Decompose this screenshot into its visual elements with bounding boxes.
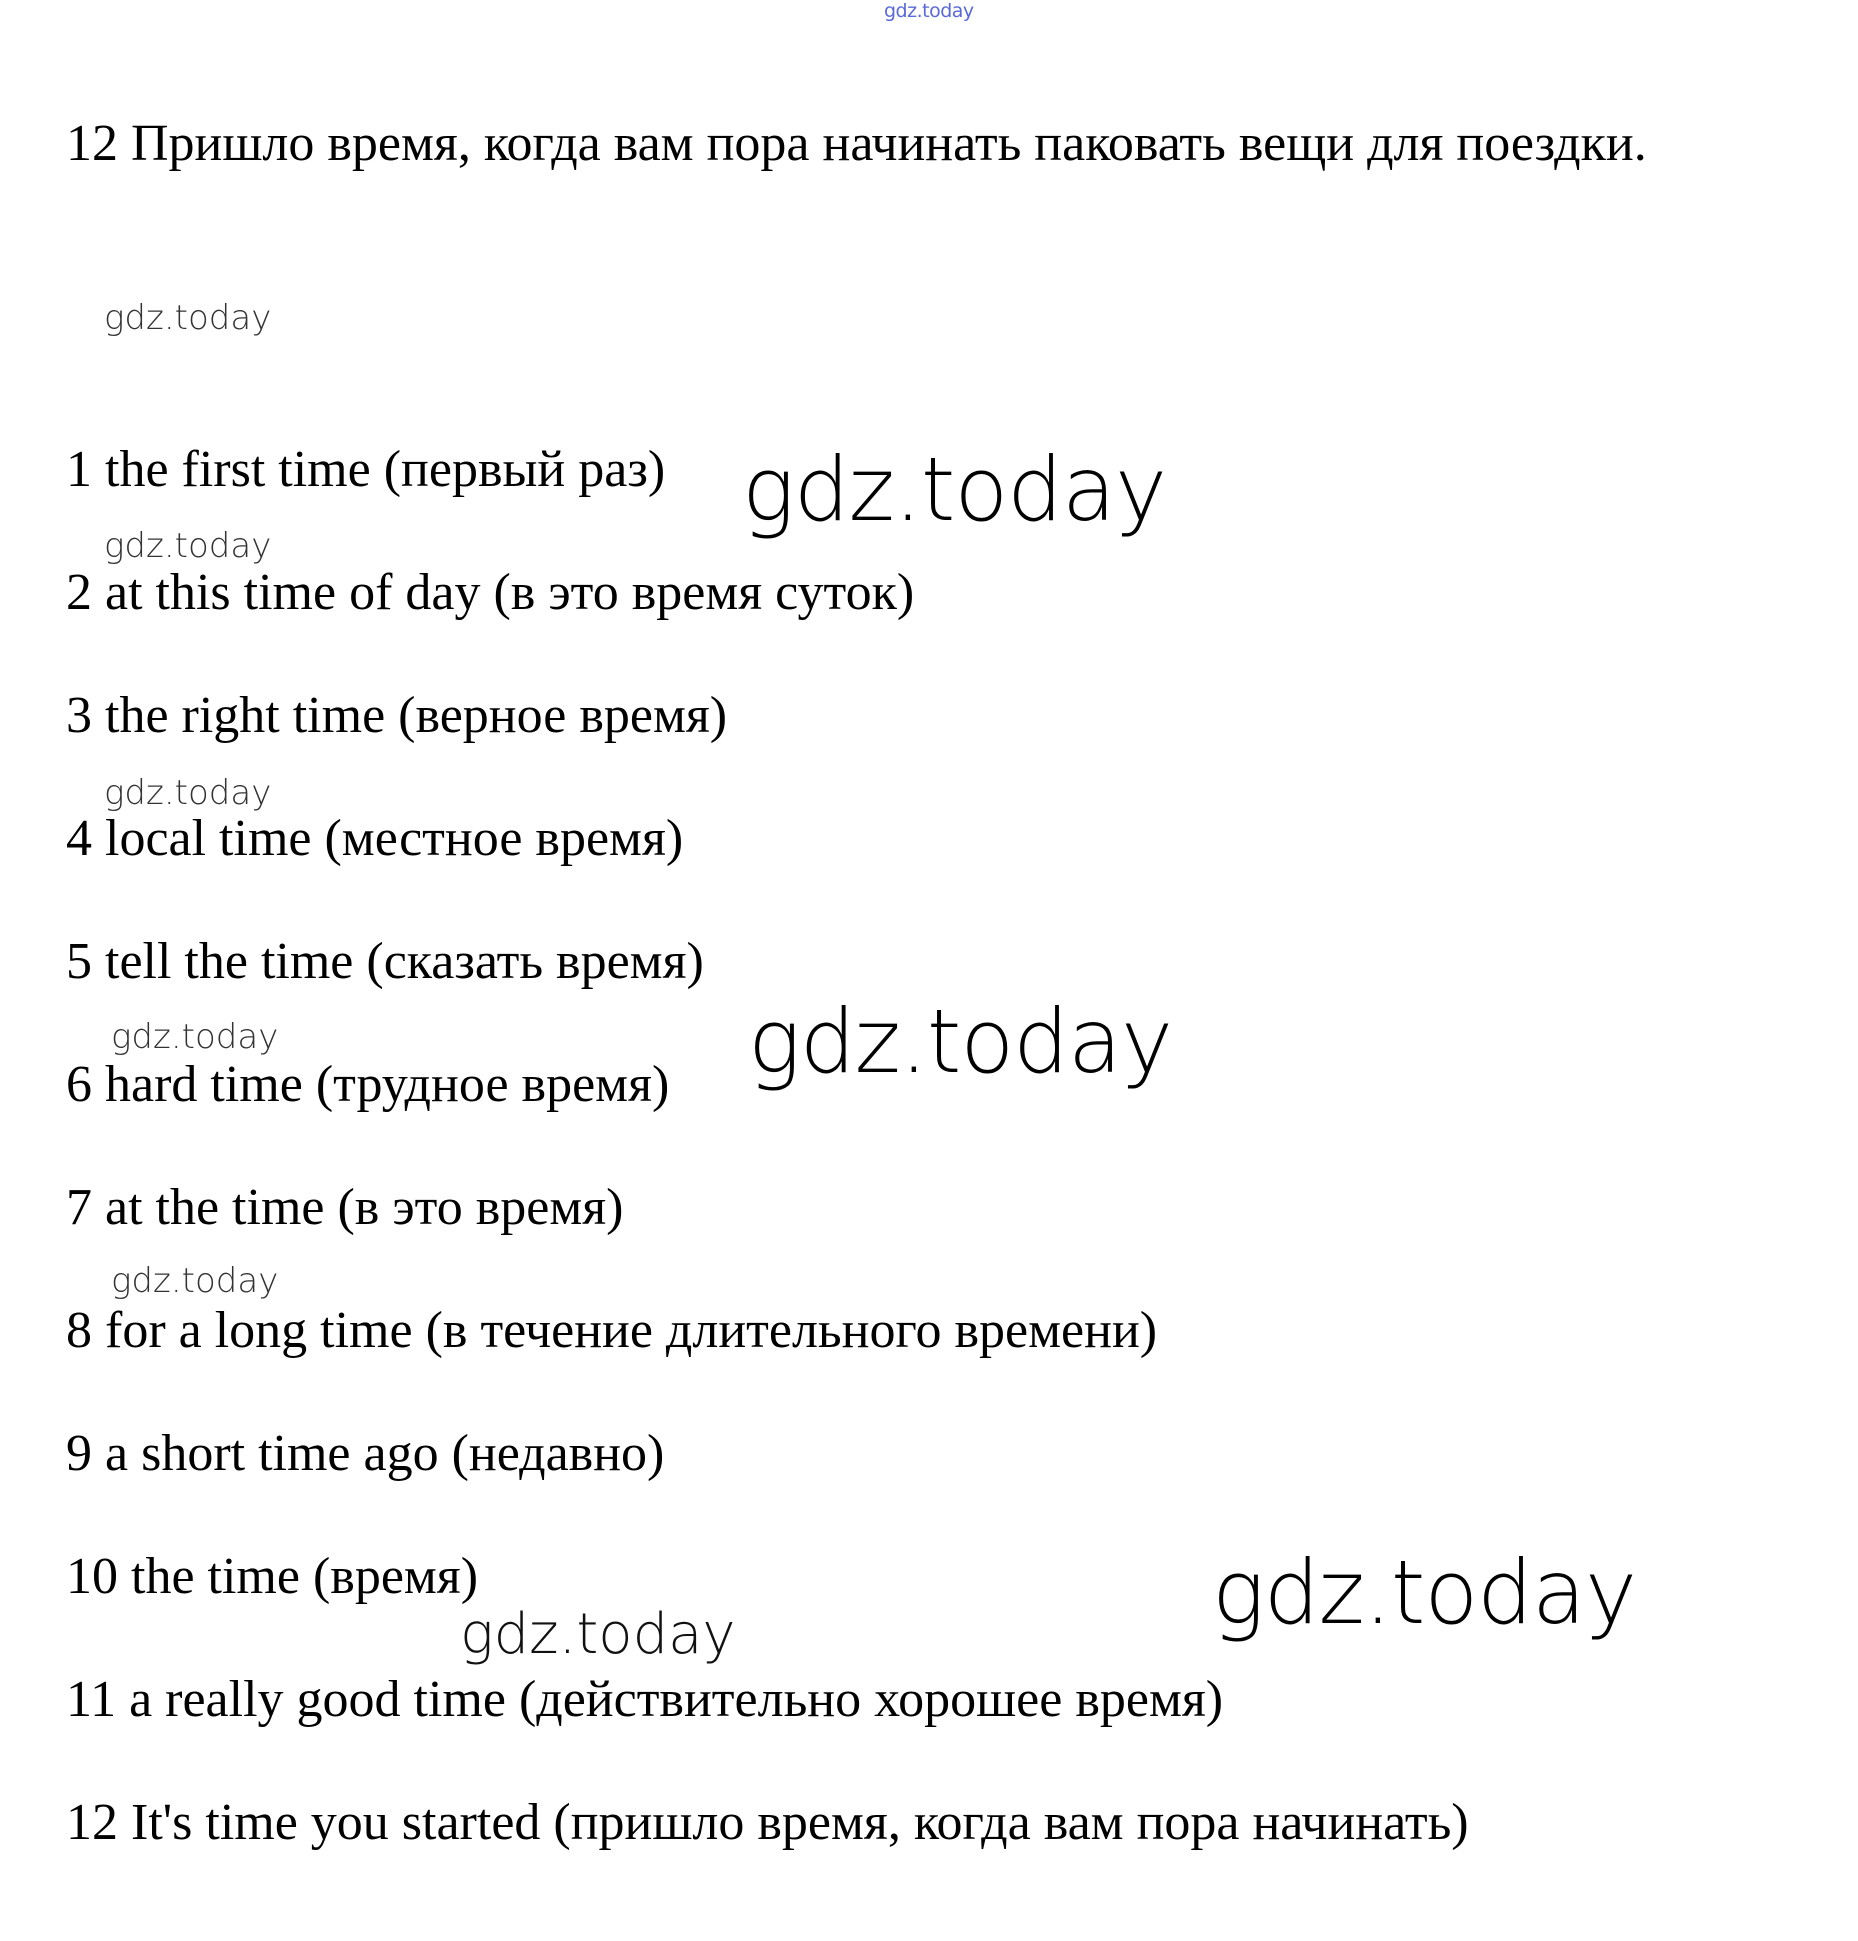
list-item: 4 local time (местное время) [66,810,684,867]
watermark: gdz.today [104,298,272,338]
watermark: gdz.today [742,438,1167,541]
watermark: gdz.today [104,526,272,566]
list-item: 8 for a long time (в течение длительного времени) [66,1302,1158,1359]
list-item: 9 a short time ago (недавно) [66,1425,665,1482]
watermark: gdz.today [1212,1541,1637,1644]
watermark: gdz.today [111,1261,279,1301]
list-item: 7 at the time (в это время) [66,1179,624,1236]
list-item: 3 the right time (верное время) [66,687,728,744]
list-item: 10 the time (время) [66,1548,479,1605]
watermark: gdz.today [460,1602,736,1667]
list-item: 6 hard time (трудное время) [66,1056,670,1113]
list-item: 11 a really good time (действительно хорошее время) [66,1671,1224,1728]
list-item: 5 tell the time (сказать время) [66,933,704,990]
task-heading: 12 Пришло время, когда вам пора начинать паковать вещи для поездки. [66,115,1647,172]
list-item: 12 It's time you started (пришло время, когда вам пора начинать) [66,1794,1469,1851]
watermark: gdz.today [111,1017,279,1057]
watermark: gdz.today [748,990,1173,1093]
list-item: 1 the first time (первый раз) [66,441,666,498]
list-item: 2 at this time of day (в это время суток) [66,564,915,621]
watermark: gdz.today [104,773,272,813]
header-watermark: gdz.today [884,0,974,22]
